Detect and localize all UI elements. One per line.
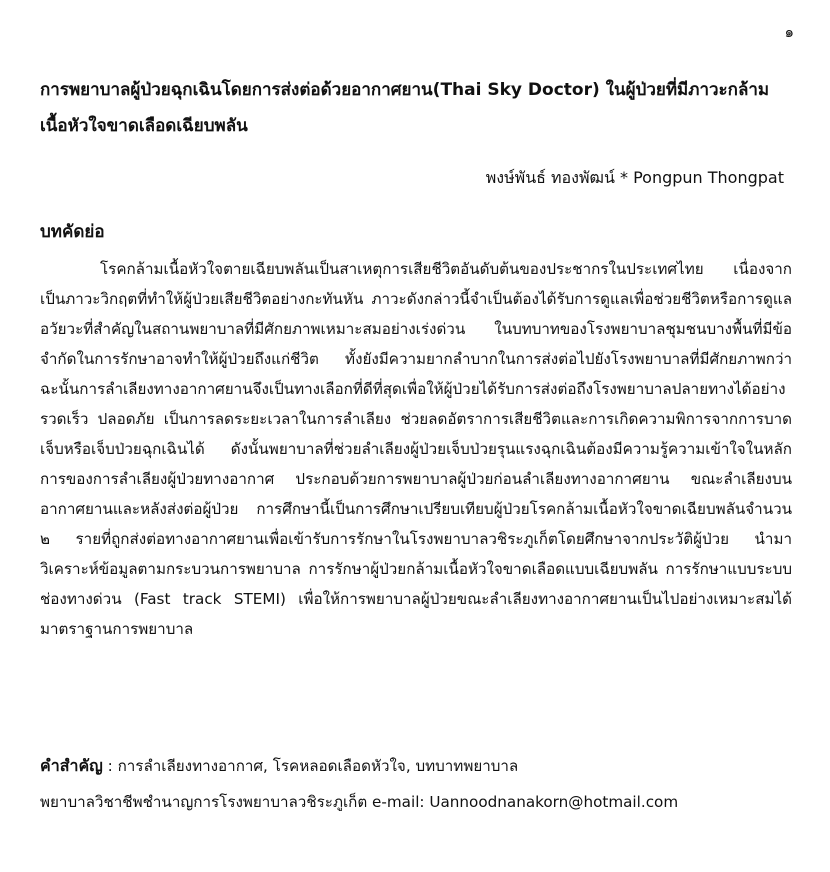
author-line: พงษ์พันธ์ ทองพัฒน์ * Pongpun Thongpat	[485, 168, 784, 187]
abstract-body: โรคกล้ามเนื้อหัวใจตายเฉียบพลันเป็นสาเหตุการเสียชีวิตอันดับต้นของประชากรในประเทศไทย เนื่องจากเป็นภาวะวิกฤตที่ทำให้ผู้ป่วยเสียชีวิตอย่างกะทันหัน ภาวะดังกล่าวนี้จำเป็นต้องได้รับการดูแลเพื่อช่วยชีวิตหรือการดูแลอวัยวะที่สำคัญในสถานพยาบาลที่มีศักยภาพเหมาะสมอย่างเร่งด่วน ในบทบาทของโรงพยาบาลชุมชนบางพื้นที่มีข้อจำกัดในการรักษาอาจทำให้ผู้ป่วยถึงแก่ชีวิต ทั้งยังมีความยากลำบากในการส่งต่อไปยังโรงพยาบาลที่มีศักยภาพกว่า ฉะนั้นการลำเลียงทางอากาศยานจึงเป็นทางเลือกที่ดีที่สุดเพื่อให้ผู้ป่วยได้รับการส่งต่อถึงโรงพยาบาลปลายทางได้อย่างรวดเร็ว ปลอดภัย เป็นการลดระยะเวลาในการลำเลียง ช่วยลดอัตราการเสียชีวิตและการเกิดความพิการจากการบาดเจ็บหรือเจ็บป่วยฉุกเฉินได้ ดังนั้นพยาบาลที่ช่วยลำเลียงผู้ป่วยเจ็บป่วยรุนแรงฉุกเฉินต้องมีความรู้ความเข้าใจในหลักการของการลำเลียงผู้ป่วยทางอากาศ ประกอบด้วยการพยาบาลผู้ป่วยก่อนลำเลียงทางอากาศยาน ขณะลำเลียงบนอากาศยานและหลังส่งต่อผู้ป่วย การศึกษานี้เป็นการศึกษาเปรียบเทียบผู้ป่วยโรคกล้ามเนื้อหัวใจขาดเฉียบพลันจำนวน ๒ รายที่ถูกส่งต่อทางอากาศยานเพื่อเข้ารับการรักษาในโรงพยาบาลวชิระภูเก็ตโดยศึกษาจากประวัติผู้ป่วย นำมาวิเคราะห์ข้อมูลตามกระบวนการพยาบาล การรักษาผู้ป่วยกล้ามเนื้อหัวใจขาดเลือดแบบเฉียบพลัน การรักษาแบบระบบช่องทางด่วน (Fast track STEMI) เพื่อให้การพยาบาลผู้ป่วยขณะลำเลียงทางอากาศยานเป็นไปอย่างเหมาะสมได้มาตราฐานการพยาบาล	[40, 260, 792, 638]
page-number: ๑	[784, 23, 794, 41]
paper-title: การพยาบาลผู้ป่วยฉุกเฉินโดยการส่งต่อด้วยอากาศยาน(Thai Sky Doctor) ในผู้ป่วยที่มีภาวะกล้ามเนื้อหัวใจขาดเลือดเฉียบพลัน	[40, 80, 770, 136]
keywords-line	[40, 752, 792, 780]
abstract-heading: บทคัดย่อ	[40, 222, 105, 242]
keywords-value: การลำเลียงทางอากาศ, โรคหลอดเลือดหัวใจ, บทบาทพยาบาล	[117, 757, 519, 775]
keywords-separator: :	[102, 757, 118, 775]
author-affiliation: พยาบาลวิชาชีพชำนาญการโรงพยาบาลวชิระภูเก็ต e-mail: Uannoodnanakorn@hotmail.com	[40, 793, 679, 811]
keywords-label: คำสำคัญ	[40, 756, 103, 775]
